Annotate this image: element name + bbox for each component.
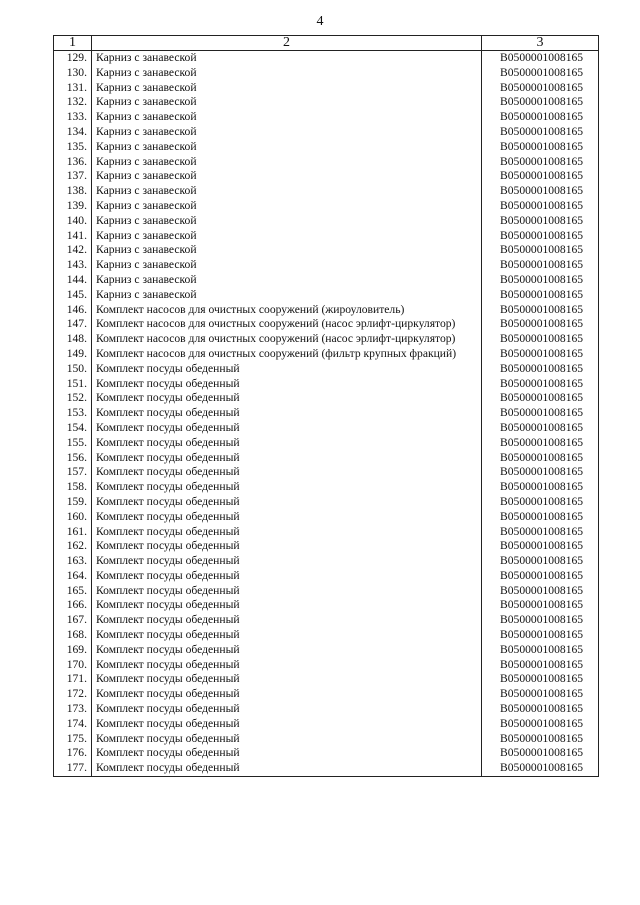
table-row xyxy=(54,406,599,421)
row-number-cell: 140. xyxy=(54,214,92,229)
item-name-cell: Комплект посуды обеденный xyxy=(92,687,482,702)
item-code-cell: B0500001008165 xyxy=(482,273,599,288)
item-code-cell: B0500001008165 xyxy=(482,598,599,613)
item-code-cell: B0500001008165 xyxy=(482,628,599,643)
item-name-cell: Комплект посуды обеденный xyxy=(92,362,482,377)
item-name-cell: Комплект посуды обеденный xyxy=(92,717,482,732)
row-number-cell: 149. xyxy=(54,347,92,362)
table-row xyxy=(54,140,599,155)
row-number-cell: 174. xyxy=(54,717,92,732)
item-name-cell: Карниз с занавеской xyxy=(92,273,482,288)
table-row xyxy=(54,332,599,347)
item-code-cell: B0500001008165 xyxy=(482,391,599,406)
item-name-cell: Комплект посуды обеденный xyxy=(92,584,482,599)
item-code-cell: B0500001008165 xyxy=(482,199,599,214)
item-name-cell: Комплект посуды обеденный xyxy=(92,569,482,584)
item-name-cell: Комплект посуды обеденный xyxy=(92,495,482,510)
item-name-cell: Комплект посуды обеденный xyxy=(92,554,482,569)
table-row xyxy=(54,184,599,199)
item-code-cell: B0500001008165 xyxy=(482,229,599,244)
table-row xyxy=(54,110,599,125)
item-name-cell: Комплект посуды обеденный xyxy=(92,377,482,392)
table-row xyxy=(54,732,599,747)
item-code-cell: B0500001008165 xyxy=(482,613,599,628)
item-code-cell: B0500001008165 xyxy=(482,51,599,66)
table-row xyxy=(54,495,599,510)
table-row xyxy=(54,243,599,258)
item-name-cell: Комплект посуды обеденный xyxy=(92,525,482,540)
item-code-cell: B0500001008165 xyxy=(482,643,599,658)
item-code-cell: B0500001008165 xyxy=(482,317,599,332)
header-col-name: 2 xyxy=(92,36,482,51)
item-name-cell: Комплект насосов для очистных сооружений (жироуловитель) xyxy=(92,303,482,318)
table-row xyxy=(54,643,599,658)
row-number-cell: 170. xyxy=(54,658,92,673)
row-number-cell: 160. xyxy=(54,510,92,525)
table-row xyxy=(54,81,599,96)
table-row xyxy=(54,702,599,717)
row-number-cell: 159. xyxy=(54,495,92,510)
header-col-code: 3 xyxy=(482,36,599,51)
table-row xyxy=(54,465,599,480)
row-number-cell: 165. xyxy=(54,584,92,599)
table-row xyxy=(54,539,599,554)
item-code-cell: B0500001008165 xyxy=(482,140,599,155)
table-row xyxy=(54,746,599,761)
item-name-cell: Комплект посуды обеденный xyxy=(92,421,482,436)
row-number-cell: 154. xyxy=(54,421,92,436)
item-name-cell: Комплект посуды обеденный xyxy=(92,598,482,613)
row-number-cell: 141. xyxy=(54,229,92,244)
row-number-cell: 173. xyxy=(54,702,92,717)
table-row xyxy=(54,598,599,613)
item-code-cell: B0500001008165 xyxy=(482,362,599,377)
item-code-cell: B0500001008165 xyxy=(482,110,599,125)
item-code-cell: B0500001008165 xyxy=(482,510,599,525)
item-name-cell: Карниз с занавеской xyxy=(92,81,482,96)
table-row xyxy=(54,554,599,569)
item-name-cell: Комплект посуды обеденный xyxy=(92,613,482,628)
table-row xyxy=(54,761,599,776)
table-row xyxy=(54,317,599,332)
item-code-cell: B0500001008165 xyxy=(482,525,599,540)
item-code-cell: B0500001008165 xyxy=(482,732,599,747)
item-code-cell: B0500001008165 xyxy=(482,95,599,110)
item-name-cell: Карниз с занавеской xyxy=(92,110,482,125)
row-number-cell: 138. xyxy=(54,184,92,199)
row-number-cell: 135. xyxy=(54,140,92,155)
table-header xyxy=(54,36,599,51)
item-name-cell: Комплект посуды обеденный xyxy=(92,702,482,717)
table-row xyxy=(54,199,599,214)
row-number-cell: 142. xyxy=(54,243,92,258)
item-code-cell: B0500001008165 xyxy=(482,465,599,480)
item-code-cell: B0500001008165 xyxy=(482,303,599,318)
row-number-cell: 136. xyxy=(54,155,92,170)
page-number: 4 xyxy=(316,14,324,29)
item-code-cell: B0500001008165 xyxy=(482,672,599,687)
item-name-cell: Карниз с занавеской xyxy=(92,155,482,170)
header-col-number: 1 xyxy=(54,36,92,51)
item-name-cell: Карниз с занавеской xyxy=(92,66,482,81)
table-row xyxy=(54,658,599,673)
row-number-cell: 158. xyxy=(54,480,92,495)
item-code-cell: B0500001008165 xyxy=(482,258,599,273)
item-name-cell: Комплект посуды обеденный xyxy=(92,628,482,643)
row-number-cell: 171. xyxy=(54,672,92,687)
table-row xyxy=(54,436,599,451)
row-number-cell: 151. xyxy=(54,377,92,392)
table-row xyxy=(54,525,599,540)
item-code-cell: B0500001008165 xyxy=(482,347,599,362)
item-code-cell: B0500001008165 xyxy=(482,81,599,96)
row-number-cell: 139. xyxy=(54,199,92,214)
table-row xyxy=(54,687,599,702)
item-name-cell: Карниз с занавеской xyxy=(92,214,482,229)
row-number-cell: 131. xyxy=(54,81,92,96)
table-row xyxy=(54,362,599,377)
item-code-cell: B0500001008165 xyxy=(482,332,599,347)
table-row xyxy=(54,569,599,584)
item-name-cell: Карниз с занавеской xyxy=(92,258,482,273)
item-name-cell: Карниз с занавеской xyxy=(92,125,482,140)
row-number-cell: 166. xyxy=(54,598,92,613)
item-code-cell: B0500001008165 xyxy=(482,702,599,717)
items-table xyxy=(53,35,599,777)
table-row xyxy=(54,155,599,170)
item-code-cell: B0500001008165 xyxy=(482,288,599,303)
item-name-cell: Комплект посуды обеденный xyxy=(92,510,482,525)
table-row xyxy=(54,273,599,288)
item-code-cell: B0500001008165 xyxy=(482,554,599,569)
item-code-cell: B0500001008165 xyxy=(482,569,599,584)
table-row xyxy=(54,421,599,436)
item-code-cell: B0500001008165 xyxy=(482,480,599,495)
row-number-cell: 162. xyxy=(54,539,92,554)
row-number-cell: 169. xyxy=(54,643,92,658)
item-code-cell: B0500001008165 xyxy=(482,717,599,732)
row-number-cell: 167. xyxy=(54,613,92,628)
item-name-cell: Комплект посуды обеденный xyxy=(92,436,482,451)
item-name-cell: Карниз с занавеской xyxy=(92,140,482,155)
table-row xyxy=(54,51,599,66)
table-row xyxy=(54,377,599,392)
row-number-cell: 129. xyxy=(54,51,92,66)
item-code-cell: B0500001008165 xyxy=(482,243,599,258)
item-name-cell: Комплект посуды обеденный xyxy=(92,406,482,421)
item-name-cell: Карниз с занавеской xyxy=(92,243,482,258)
item-code-cell: B0500001008165 xyxy=(482,66,599,81)
table-row xyxy=(54,628,599,643)
table-row xyxy=(54,717,599,732)
row-number-cell: 147. xyxy=(54,317,92,332)
table-body xyxy=(54,51,599,777)
row-number-cell: 152. xyxy=(54,391,92,406)
item-code-cell: B0500001008165 xyxy=(482,495,599,510)
item-name-cell: Комплект посуды обеденный xyxy=(92,643,482,658)
table-row xyxy=(54,613,599,628)
item-name-cell: Комплект посуды обеденный xyxy=(92,465,482,480)
table-row xyxy=(54,584,599,599)
item-code-cell: B0500001008165 xyxy=(482,451,599,466)
item-code-cell: B0500001008165 xyxy=(482,539,599,554)
row-number-cell: 133. xyxy=(54,110,92,125)
row-number-cell: 143. xyxy=(54,258,92,273)
item-name-cell: Комплект насосов для очистных сооружений (насос эрлифт-циркулятор) xyxy=(92,332,482,347)
row-number-cell: 175. xyxy=(54,732,92,747)
item-code-cell: B0500001008165 xyxy=(482,436,599,451)
item-name-cell: Карниз с занавеской xyxy=(92,199,482,214)
table-row xyxy=(54,391,599,406)
table-row xyxy=(54,510,599,525)
row-number-cell: 163. xyxy=(54,554,92,569)
item-name-cell: Комплект посуды обеденный xyxy=(92,746,482,761)
item-code-cell: B0500001008165 xyxy=(482,658,599,673)
row-number-cell: 134. xyxy=(54,125,92,140)
header-row xyxy=(54,36,599,51)
item-code-cell: B0500001008165 xyxy=(482,377,599,392)
item-name-cell: Карниз с занавеской xyxy=(92,184,482,199)
item-code-cell: B0500001008165 xyxy=(482,406,599,421)
item-name-cell: Карниз с занавеской xyxy=(92,95,482,110)
row-number-cell: 177. xyxy=(54,761,92,776)
row-number-cell: 157. xyxy=(54,465,92,480)
item-code-cell: B0500001008165 xyxy=(482,155,599,170)
row-number-cell: 146. xyxy=(54,303,92,318)
table-row xyxy=(54,672,599,687)
row-number-cell: 164. xyxy=(54,569,92,584)
table-row xyxy=(54,347,599,362)
row-number-cell: 130. xyxy=(54,66,92,81)
item-name-cell: Комплект посуды обеденный xyxy=(92,539,482,554)
item-name-cell: Комплект посуды обеденный xyxy=(92,761,482,776)
row-number-cell: 150. xyxy=(54,362,92,377)
row-number-cell: 161. xyxy=(54,525,92,540)
row-number-cell: 153. xyxy=(54,406,92,421)
item-name-cell: Комплект посуды обеденный xyxy=(92,658,482,673)
table-row xyxy=(54,66,599,81)
table-row xyxy=(54,95,599,110)
table-row xyxy=(54,451,599,466)
table-row xyxy=(54,214,599,229)
row-number-cell: 168. xyxy=(54,628,92,643)
table-row xyxy=(54,125,599,140)
table-row xyxy=(54,480,599,495)
row-number-cell: 144. xyxy=(54,273,92,288)
row-number-cell: 156. xyxy=(54,451,92,466)
item-name-cell: Комплект посуды обеденный xyxy=(92,391,482,406)
item-name-cell: Карниз с занавеской xyxy=(92,229,482,244)
item-code-cell: B0500001008165 xyxy=(482,184,599,199)
item-code-cell: B0500001008165 xyxy=(482,746,599,761)
item-code-cell: B0500001008165 xyxy=(482,214,599,229)
table-row xyxy=(54,169,599,184)
item-name-cell: Комплект насосов для очистных сооружений (фильтр крупных фракций) xyxy=(92,347,482,362)
table-row xyxy=(54,258,599,273)
item-name-cell: Комплект посуды обеденный xyxy=(92,451,482,466)
item-name-cell: Комплект насосов для очистных сооружений (насос эрлифт-циркулятор) xyxy=(92,317,482,332)
item-code-cell: B0500001008165 xyxy=(482,687,599,702)
row-number-cell: 155. xyxy=(54,436,92,451)
item-name-cell: Комплект посуды обеденный xyxy=(92,732,482,747)
item-name-cell: Карниз с занавеской xyxy=(92,169,482,184)
item-name-cell: Карниз с занавеской xyxy=(92,51,482,66)
table-row xyxy=(54,303,599,318)
row-number-cell: 137. xyxy=(54,169,92,184)
item-code-cell: B0500001008165 xyxy=(482,125,599,140)
row-number-cell: 132. xyxy=(54,95,92,110)
item-name-cell: Комплект посуды обеденный xyxy=(92,480,482,495)
table-row xyxy=(54,229,599,244)
row-number-cell: 145. xyxy=(54,288,92,303)
item-code-cell: B0500001008165 xyxy=(482,761,599,776)
row-number-cell: 172. xyxy=(54,687,92,702)
item-code-cell: B0500001008165 xyxy=(482,421,599,436)
row-number-cell: 148. xyxy=(54,332,92,347)
table-row xyxy=(54,288,599,303)
row-number-cell: 176. xyxy=(54,746,92,761)
item-code-cell: B0500001008165 xyxy=(482,169,599,184)
item-code-cell: B0500001008165 xyxy=(482,584,599,599)
item-name-cell: Комплект посуды обеденный xyxy=(92,672,482,687)
item-name-cell: Карниз с занавеской xyxy=(92,288,482,303)
